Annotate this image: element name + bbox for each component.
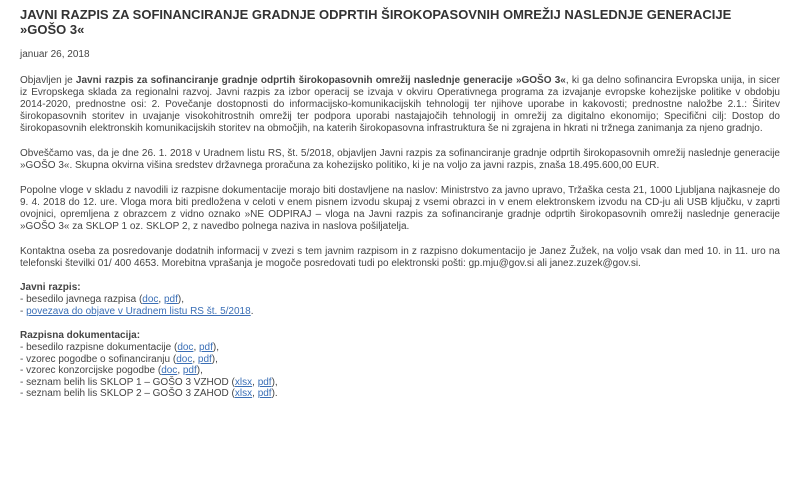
item-end: ), [212, 341, 220, 353]
paragraph-notice: Obveščamo vas, da je dne 26. 1. 2018 v Uradnem listu RS, št. 5/2018, objavljen Javni razpis za sofinanciranje gradnje odprtih širokopasovnih omrežij naslednje generacije »GOŠO 3«. Skupna okvirna višina sredstev državnega proračuna za kohezijsko politiko, ki je na voljo za javni razpis, znaša 18.495.600,00 EUR. [20, 147, 780, 172]
publish-date: januar 26, 2018 [20, 49, 90, 60]
item-text: - besedilo javnega razpisa ( [20, 294, 143, 306]
doc-link[interactable]: doc [161, 365, 178, 377]
item-end: ), [211, 353, 218, 365]
item-text: - vzorec pogodbe o sofinanciranju ( [20, 353, 177, 365]
item-end: . [250, 305, 254, 317]
item-end: ), [271, 376, 278, 388]
pdf-link[interactable]: pdf [197, 353, 212, 365]
list-item [20, 342, 780, 354]
article [20, 0, 780, 400]
section-heading-javni: Javni razpis: [20, 282, 81, 294]
intro-post: , ki ga delno sofinancira Evropska unija, in sicer iz Evropskega sklada za regionalni razvoj. Javni razpis za izbor operacij se izvaja v okviru Operativnega programa za izvajanje evropske kohezijske politike v obdobju 2014-2020, prednostne osi: 2. Povečanje dostopnosti do informacijsko-komunikacijskih tehnologij ter njihove uporabe in kakovosti; prednostne naložbe 2.1.: Širitev širokopasovnih storitev in uvajanje visokohitrostnih omrežij ter podpora uporabi nastajajočih tehnologij in omrežij za digitalno ekonomijo; Specifični cilj: Dostop do širokopasovnih elektronskih komunikacijskih storitev na območjih, na katerih širokopasovna infrastruktura še ni zgrajena in hkrati ni tržnega zanimanja za njeno gradnjo. [20, 75, 781, 135]
item-end: ), [196, 365, 203, 377]
item-text: - besedilo razpisne dokumentacije ( [20, 341, 178, 353]
item-dash: - [20, 305, 27, 317]
pdf-link[interactable]: pdf [257, 388, 272, 400]
separator: , [252, 388, 258, 400]
xlsx-link[interactable]: xlsx [234, 376, 253, 388]
section-heading-dokumentacija: Razpisna dokumentacija: [20, 329, 141, 341]
list-item [20, 377, 780, 389]
pdf-link[interactable]: pdf [182, 365, 197, 377]
doc-link[interactable]: doc [176, 353, 193, 365]
item-end: ). [271, 388, 278, 400]
item-end: ), [177, 294, 184, 306]
separator: , [193, 341, 199, 353]
item-text: - seznam belih lis SKLOP 2 – GOŠO 3 ZAHOD ( [20, 388, 235, 400]
list-item [20, 365, 780, 377]
doc-link[interactable]: doc [177, 341, 194, 353]
separator: , [192, 353, 198, 365]
pdf-link[interactable]: pdf [199, 341, 213, 353]
list-item [20, 388, 780, 400]
paragraph-submission: Popolne vloge v skladu z navodili iz razpisne dokumentacije morajo biti dostavljene na naslov: Ministrstvo za javno upravo, Tržaška cesta 21, 1000 Ljubljana najkasneje do 9. 4. 2018 do 12. ure. Vloga mora biti predložena v celoti v enem pisnem izvodu skupaj z vsemi obrazci in v enem elektronskem izvodu na CD-ju ali USB ključku, v zaprti ovojnici, opremljena z obrazcem z vidno oznako »NE ODPIRAJ – vloga na Javni razpis za sofinanciranje gradnje odprtih širokopasovnih omrežij naslednje generacije »GOŠO 3« za SKLOP 1 oz. SKLOP 2, z navedbo polnega naziva in naslova pošiljatelja. [20, 184, 780, 232]
uradni-list-link[interactable]: povezava do objave v Uradnem listu RS št. 5/2018 [26, 305, 251, 317]
paragraph-intro [20, 75, 780, 135]
separator: , [177, 365, 183, 377]
item-text: - vzorec konzorcijske pogodbe ( [20, 365, 162, 377]
list-item [20, 294, 780, 306]
intro-bold: Javni razpis za sofinanciranje gradnje odprtih širokopasovnih omrežij naslednje generacije »GOŠO 3« [75, 75, 566, 86]
paragraph-contact: Kontaktna oseba za posredovanje dodatnih informacij v zvezi s tem javnim razpisom in z razpisno dokumentacijo je Janez Žužek, na voljo vsak dan med 10. in 11. uro na telefonski številki 01/ 400 4653. Morebitna vprašanja je mogoče posredovati tudi po elektronski pošti: gp.mju@gov.si ali janez.zuzek@gov.si. [20, 245, 780, 269]
separator: , [252, 376, 258, 388]
xlsx-link[interactable]: xlsx [234, 388, 253, 400]
section-razpisna-dokumentacija [20, 330, 780, 400]
pdf-link[interactable]: pdf [257, 376, 272, 388]
item-text: - seznam belih lis SKLOP 1 – GOŠO 3 VZHOD ( [20, 376, 235, 388]
pdf-link[interactable]: pdf [163, 294, 178, 306]
doc-link[interactable]: doc [142, 294, 159, 306]
section-javni-razpis [20, 282, 780, 317]
list-item [20, 354, 780, 366]
intro-pre: Objavljen je [20, 75, 76, 86]
list-item [20, 306, 780, 318]
separator: , [158, 294, 164, 306]
page-title: JAVNI RAZPIS ZA SOFINANCIRANJE GRADNJE ODPRTIH ŠIROKOPASOVNIH OMREŽIJ NASLEDNJE GENERACIJE »GOŠO 3« [20, 7, 732, 37]
